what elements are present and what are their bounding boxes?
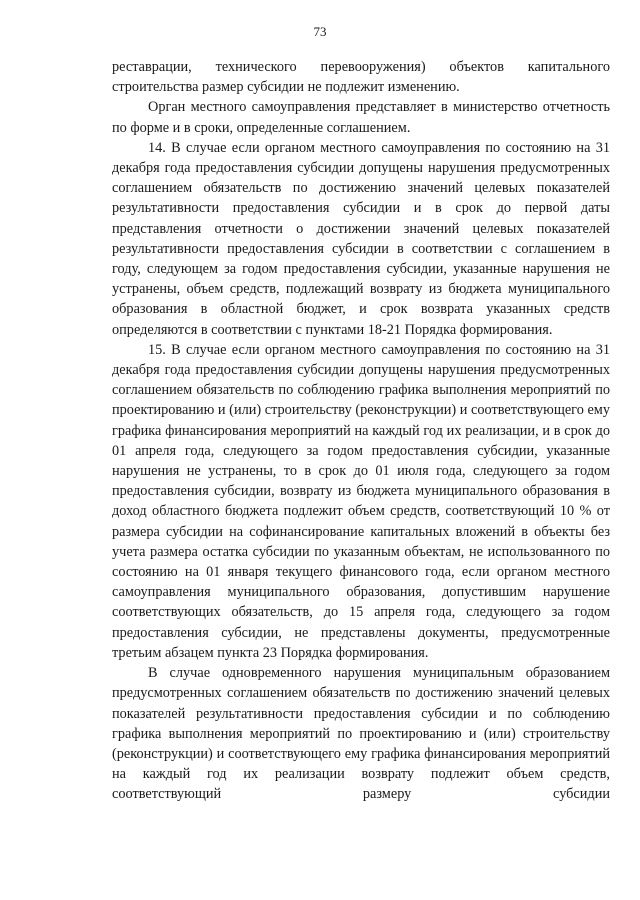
paragraph-reporting: Орган местного самоуправления представляет в министерство отчетность по форме и в сроки, определенные соглашением. <box>112 99 610 136</box>
paragraph-clause-15: 15. В случае если органом местного самоуправления по состоянию на 31 декабря года предоставления субсидии допущены нарушения предусмотренных соглашением обязательств по соблюдению графика выполнения мероприятий по проектированию и (или) строительству (реконструкции) и соответствующего ему графика финансирования мероприятий на каждый год их реализации, и в срок до 01 апреля года, следующего за годом предоставления субсидии, указанные нарушения не устранены, то в срок до 01 июля года, следующего за годом предоставления субсидии, возврату из бюджета муниципального образования в доход областного бюджета подлежит объем средств, соответствующий 10 % от размера субсидии на софинансирование капитальных вложений в объекты без учета размера остатка субсидии по указанным объектам, не использованного по состоянию на 01 января текущего финансового года, если органом местного самоуправления муниципального образования, допустившим нарушение соответствующих обязательств, до 15 апреля года, следующего за годом предоставления субсидии, не представлены документы, предусмотренные третьим абзацем пункта 23 Порядка формирования. <box>112 341 610 661</box>
paragraph-simultaneous-violation: В случае одновременного нарушения муниципальным образованием предусмотренных соглашением обязательств по достижению значений целевых показателей результативности предоставления субсидии и по соблюдению графика выполнения мероприятий по проектированию и (или) строительству (реконструкции) и соответствующего ему графика финансирования мероприятий на каждый год их реализации возврату подлежит объем средств, соответствующий размеру субсидии <box>112 665 610 803</box>
page-number: 73 <box>313 24 327 39</box>
paragraph-restoration-continuation: реставрации, технического перевооружения) объектов капитального строительства размер субсидии не подлежит изменению. <box>112 59 610 96</box>
paragraph-clause-14: 14. В случае если органом местного самоуправления по состоянию на 31 декабря года предоставления субсидии допущены нарушения предусмотренных соглашением обязательств по достижению значений целевых показателей результативности предоставления субсидии и в срок до первой даты представления отчетности о достижении значений целевых показателей результативности предоставления субсидии в соответствии с соглашением в году, следующем за годом предоставления субсидии, указанные нарушения не устранены, объем средств, подлежащий возврату из бюджета муниципального образования в областной бюджет, и срок возврата указанных средств определяются в соответствии с пунктами 18-21 Порядка формирования. <box>112 139 610 338</box>
document-body <box>112 57 610 805</box>
